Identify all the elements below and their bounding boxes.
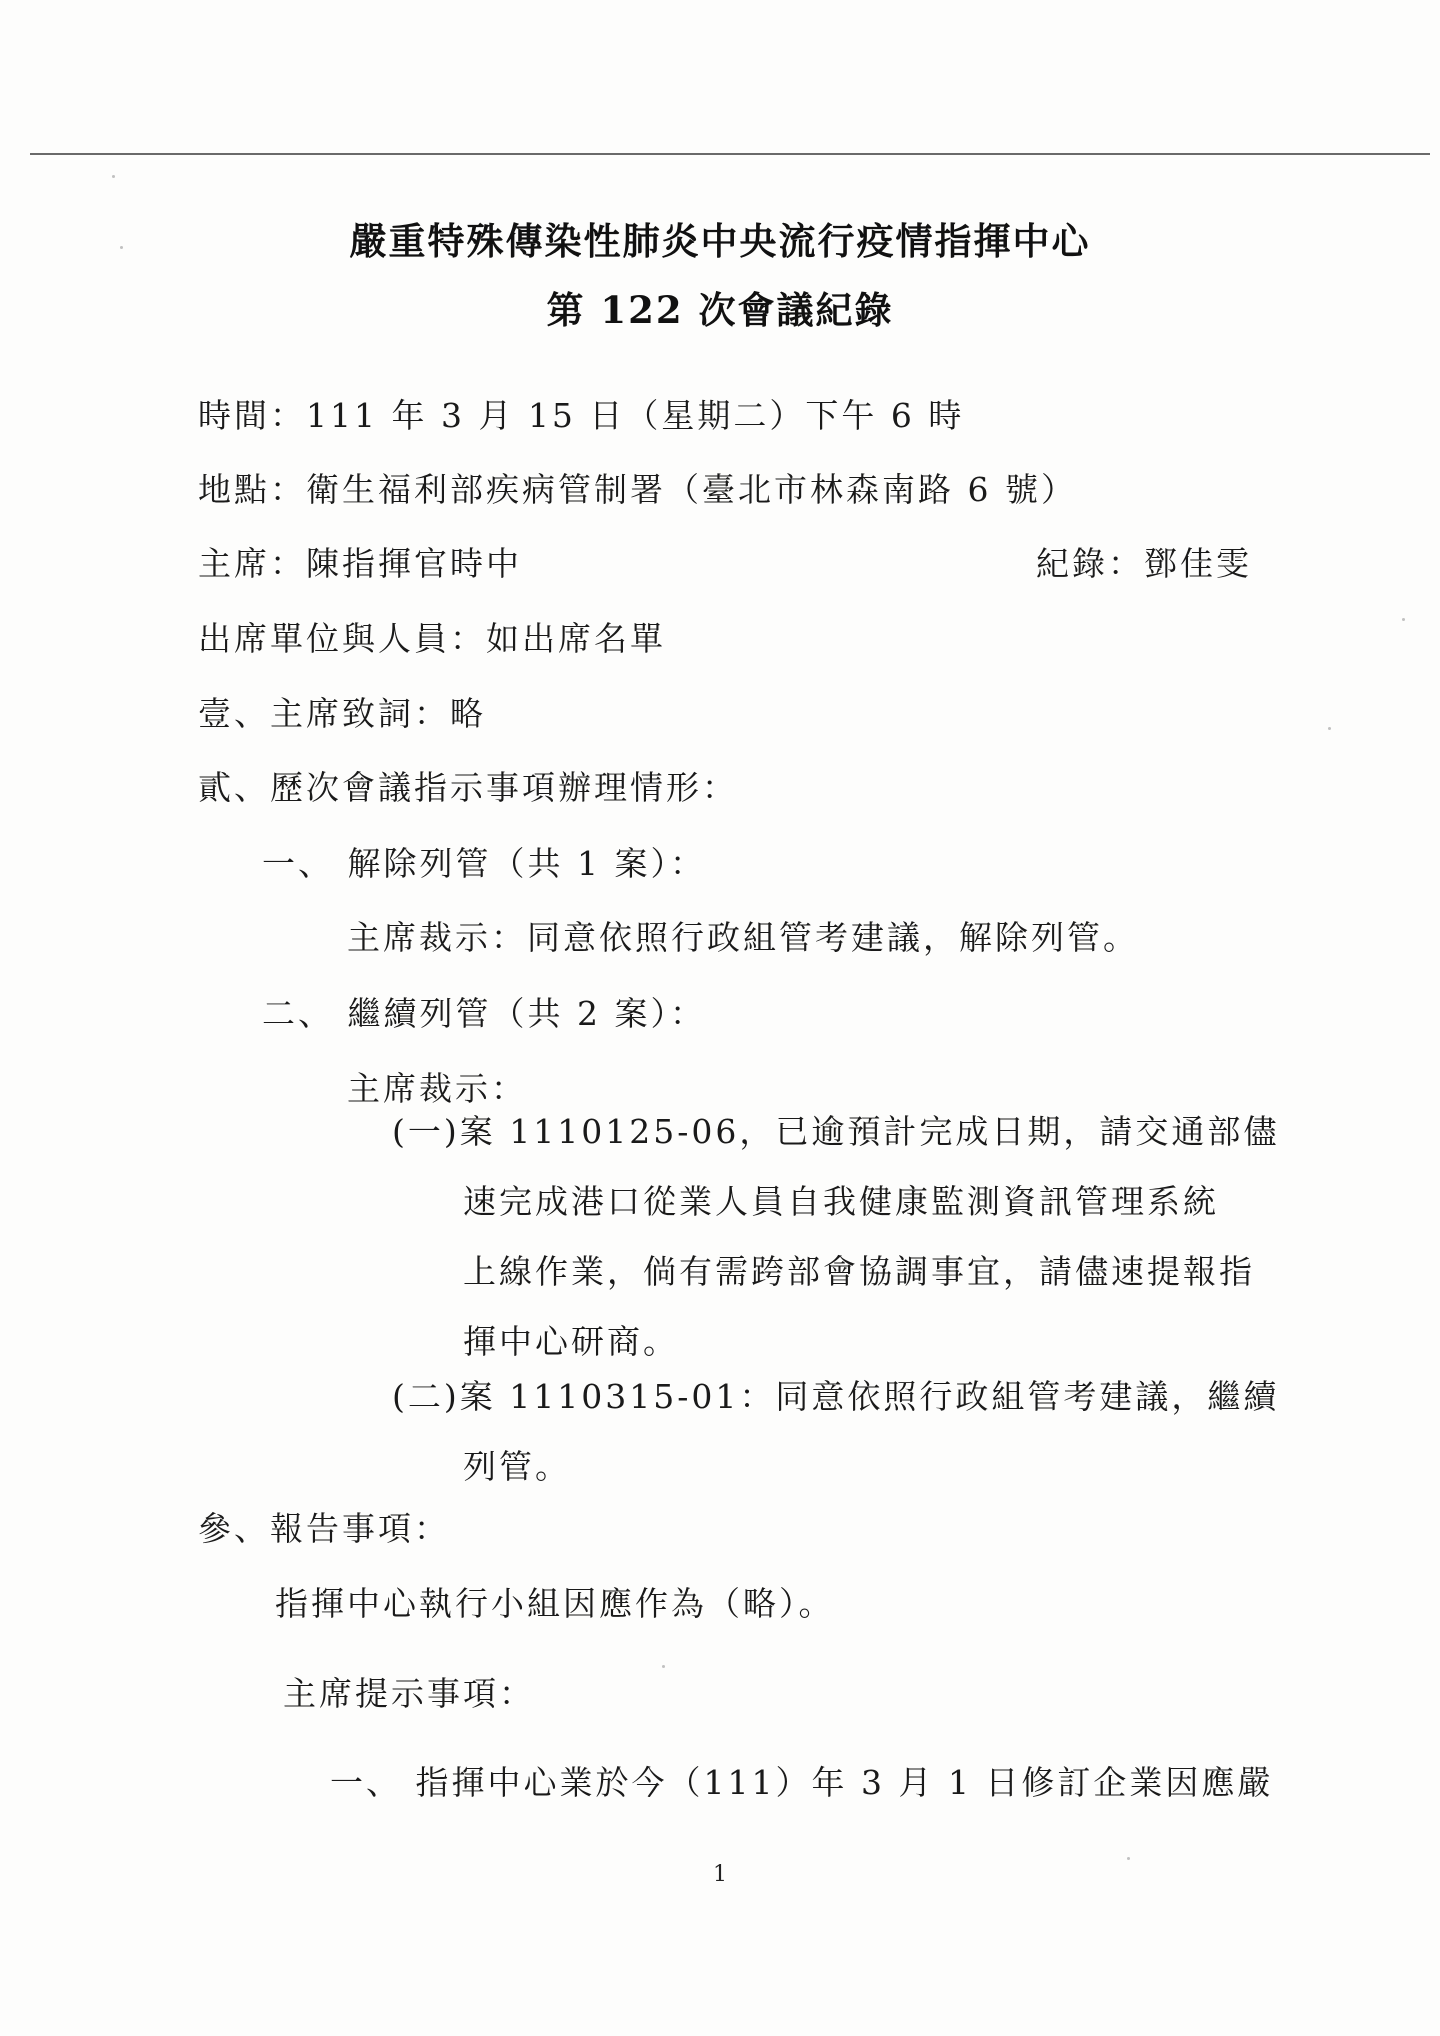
scan-speck	[112, 175, 115, 178]
item-continued-cases-directive: 主席裁示：	[347, 1069, 527, 1108]
meeting-time: 時間：111 年 3 月 15 日（星期二）下午 6 時	[198, 396, 965, 435]
document-title: 嚴重特殊傳染性肺炎中央流行疫情指揮中心	[349, 219, 1091, 263]
scan-speck	[1127, 1857, 1130, 1860]
section-opening-remarks: 壹、主席致詞：略	[198, 694, 486, 733]
sub-item-1-line-4: 揮中心研商。	[463, 1322, 679, 1361]
item-closed-cases-directive: 主席裁示：同意依照行政組管考建議，解除列管。	[347, 918, 1139, 957]
meeting-location: 地點：衛生福利部疾病管制署（臺北市林森南路 6 號）	[198, 470, 1077, 509]
scan-speck	[120, 246, 123, 249]
item-continued-cases-heading: 二、 繼續列管（共 2 案）：	[262, 994, 706, 1033]
meeting-chair: 主席：陳指揮官時中	[198, 544, 522, 583]
item-closed-cases-heading: 一、 解除列管（共 1 案）：	[262, 844, 706, 883]
page-number: 1	[713, 1862, 727, 1887]
meeting-recorder: 紀錄：鄧佳雯	[1036, 544, 1252, 583]
sub-item-1-line-2: 速完成港口從業人員自我健康監測資訊管理系統	[463, 1182, 1219, 1221]
document-subtitle: 第 122 次會議紀錄	[546, 288, 894, 332]
meeting-attendees: 出席單位與人員：如出席名單	[198, 619, 666, 658]
section-reports: 參、報告事項：	[198, 1509, 450, 1548]
scan-speck	[1328, 727, 1331, 730]
sub-item-2-line-1: (二)案 1110315-01：同意依照行政組管考建議，繼續	[392, 1377, 1280, 1416]
sub-item-1-line-3: 上線作業，倘有需跨部會協調事宜，請儘速提報指	[463, 1252, 1255, 1291]
scan-speck	[662, 1665, 665, 1668]
chair-note-1: 一、 指揮中心業於今（111）年 3 月 1 日修訂企業因應嚴	[330, 1763, 1274, 1802]
scan-speck	[1402, 618, 1405, 621]
section-previous-directives: 貳、歷次會議指示事項辦理情形：	[198, 768, 738, 807]
chair-notes-heading: 主席提示事項：	[283, 1674, 535, 1713]
reports-text: 指揮中心執行小組因應作為（略）。	[275, 1584, 835, 1623]
sub-item-1-line-1: (一)案 1110125-06，已逾預計完成日期，請交通部儘	[392, 1112, 1280, 1151]
header-rule	[30, 153, 1430, 155]
sub-item-2-line-2: 列管。	[463, 1447, 571, 1486]
